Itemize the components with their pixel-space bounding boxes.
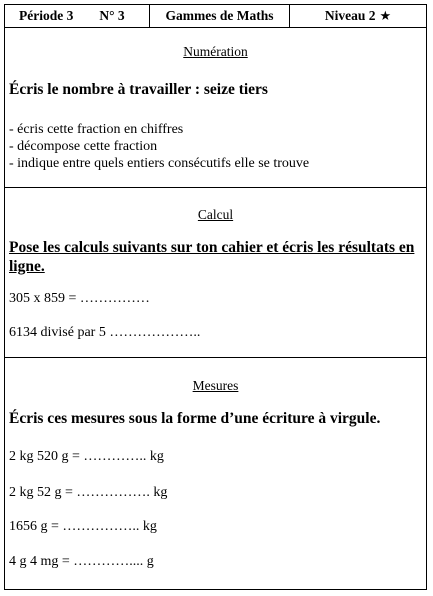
calcul-title: Calcul	[197, 207, 234, 222]
sheet-number: N° 3	[99, 8, 125, 23]
worksheet	[4, 4, 427, 590]
mesures-instruction: Écris ces mesures sous la forme d’une écriture à virgule.	[9, 410, 381, 427]
calcul-exercise: 305 x 859 = ……………	[9, 291, 150, 306]
mesures-exercise: 1656 g = …………….. kg	[9, 519, 157, 534]
level-label: Niveau 2	[324, 8, 376, 23]
mesures-title: Mesures	[192, 378, 239, 393]
header-period-cell	[5, 5, 150, 27]
numeration-task: - décompose cette fraction	[9, 139, 158, 154]
calcul-section	[5, 188, 426, 358]
numeration-title: Numération	[183, 44, 248, 59]
header-level-cell	[290, 5, 426, 27]
star-icon: ★	[379, 8, 392, 24]
numeration-instruction: Écris le nombre à travailler : seize tiers	[9, 81, 268, 98]
mesures-exercise: 2 kg 520 g = ………….. kg	[9, 449, 164, 464]
calcul-exercise: 6134 divisé par 5 ………………..	[9, 325, 201, 340]
mesures-exercise: 4 g 4 mg = ………….... g	[9, 554, 154, 569]
calcul-instruction: Pose les calculs suivants sur ton cahier et écris les résultats en ligne.	[9, 239, 415, 275]
header-row	[5, 5, 426, 28]
mesures-exercise: 2 kg 52 g = ……………. kg	[9, 485, 168, 500]
numeration-task: - indique entre quels entiers consécutifs elle se trouve	[9, 156, 310, 171]
period-label: Période 3	[19, 8, 74, 23]
numeration-section	[5, 27, 426, 188]
numeration-task: - écris cette fraction en chiffres	[9, 122, 184, 137]
mesures-section	[5, 358, 426, 589]
header-title-cell	[150, 5, 290, 27]
sheet-title: Gammes de Maths	[165, 8, 274, 23]
